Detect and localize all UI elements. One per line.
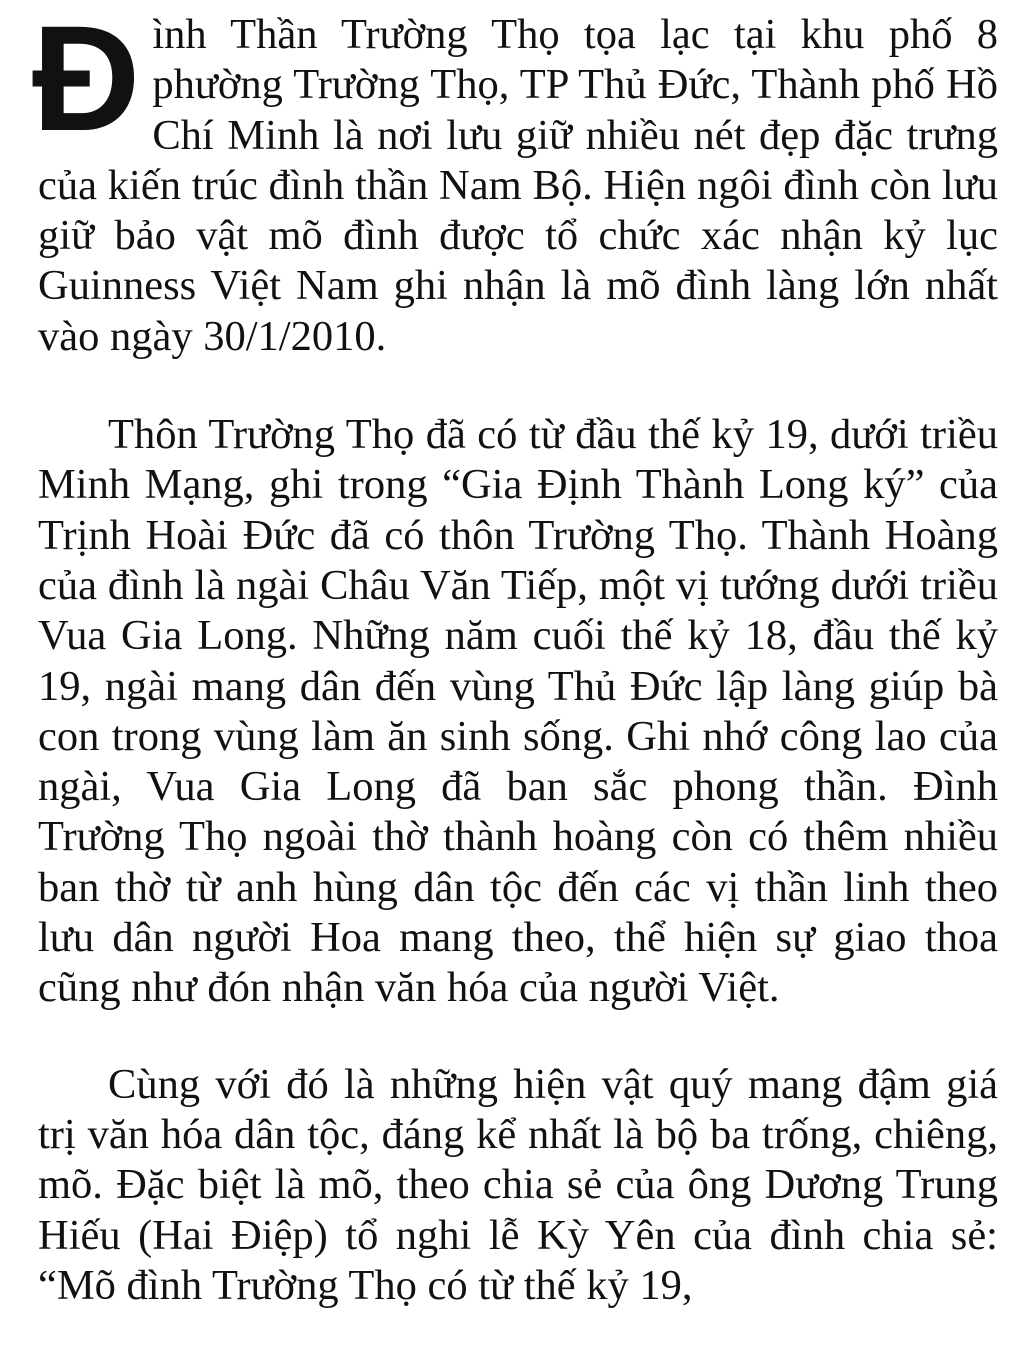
paragraph-artifacts: Cùng với đó là những hiện vật quý mang đậm giá trị văn hóa dân tộc, đáng kể nhất là bộ ba trống, chiêng, mõ. Đặc biệt là mõ, theo chia sẻ của ông Dương Trung Hiếu (Hai Điệp) tổ nghi lễ Kỳ Yên của đình chia sẻ: “Mõ đình Trường Thọ có từ thế kỷ 19, [38,1060,998,1309]
paragraph-intro [32,0,998,362]
drop-cap-letter: Đ [32,0,141,162]
article-page [32,0,998,1311]
paragraph-history: Thôn Trường Thọ đã có từ đầu thế kỷ 19, dưới triều Minh Mạng, ghi trong “Gia Định Thành Long ký” của Trịnh Hoài Đức đã có thôn Trường Thọ. Thành Hoàng của đình là ngài Châu Văn Tiếp, một vị tướng dưới triều Vua Gia Long. Những năm cuối thế kỷ 18, đầu thế kỷ 19, ngài mang dân đến vùng Thủ Đức lập làng giúp bà con trong vùng làm ăn sinh sống. Ghi nhớ công lao của ngài, Vua Gia Long đã ban sắc phong thần. Đình Trường Thọ ngoài thờ thành hoàng còn có thêm nhiều ban thờ từ anh hùng dân tộc đến các vị thần linh theo lưu dân người Hoa mang theo, thể hiện sự giao thoa cũng như đón nhận văn hóa của người Việt. [38,411,998,1012]
paragraph-intro-text: ình Thần Trường Thọ tọa lạc tại khu phố 8 phường Trường Thọ, TP Thủ Đức, Thành phố Hồ Chí Minh là nơi lưu giữ nhiều nét đẹp đặc trưng của kiến trúc đình thần Nam Bộ. Hiện ngôi đình còn lưu giữ bảo vật mõ đình được tổ chức xác nhận kỷ lục Guinness Việt Nam ghi nhận là mõ đình làng lớn nhất vào ngày 30/1/2010. [38,11,998,360]
